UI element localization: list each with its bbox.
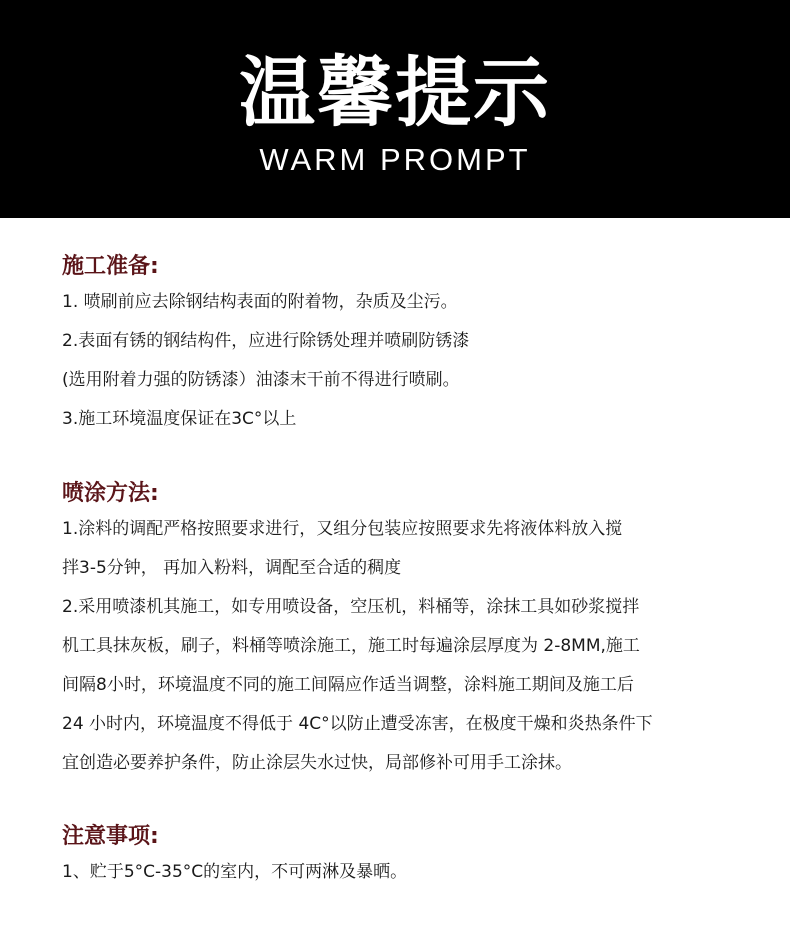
header-banner [0,0,790,218]
spray-method-line-4: 机工具抹灰板，刷子，料桶等喷涂施工，施工时每遍涂层厚度为 2-8MM,施工 [62,636,640,656]
preparation-line-3: (选用附着力强的防锈漆）油漆末干前不得进行喷刷。 [62,370,460,390]
spray-method-line-6: 24 小时内，环境温度不得低于 4C°以防止遭受冻害，在极度干燥和炎热条件下 [62,714,653,734]
section-title-spray-method: 喷涂方法: [62,481,159,506]
spray-method-line-5: 间隔8小时，环境温度不同的施工间隔应作适当调整，涂料施工期间及施工后 [62,675,634,695]
notes-line-1: 1、贮于5°C-35°C的室内，不可两淋及暴晒。 [62,862,408,882]
preparation-line-4: 3.施工环境温度保证在3C°以上 [62,409,297,429]
spray-method-line-1: 1.涂料的调配严格按照要求进行，又组分包装应按照要求先将液体料放入搅 [62,519,623,539]
spray-method-line-3: 2.采用喷漆机其施工，如专用喷设备，空压机，料桶等，涂抹工具如砂浆搅拌 [62,597,640,617]
page-title: 温馨提示 [239,48,551,137]
section-title-notes: 注意事项: [62,824,159,849]
preparation-line-2: 2.表面有锈的钢结构件，应进行除锈处理并喷刷防锈漆 [62,331,470,351]
preparation-line-1: 1. 喷刷前应去除钢结构表面的附着物，杂质及尘污。 [62,292,458,312]
section-title-preparation: 施工准备: [62,254,159,279]
spray-method-line-7: 宜创造必要养护条件，防止涂层失水过快，局部修补可用手工涂抹。 [62,753,572,773]
page-subtitle: WARM PROMPT [259,142,531,177]
spray-method-line-2: 拌3-5分钟， 再加入粉料，调配至合适的稠度 [62,558,402,578]
